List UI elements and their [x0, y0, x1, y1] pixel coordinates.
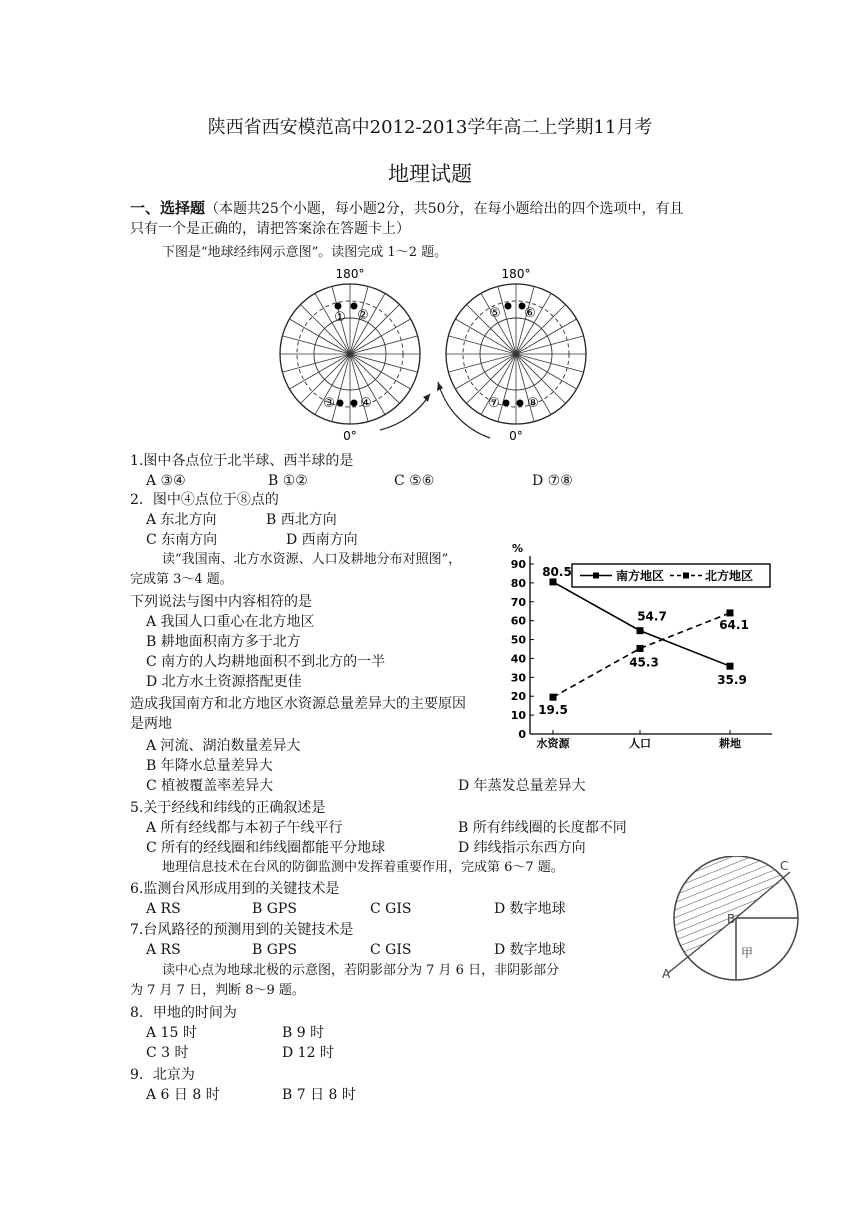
q5-option-a: A 所有经线都与本初子午线平行	[146, 820, 343, 836]
question-3: 下列说法与图中内容相符的是	[130, 594, 312, 610]
question-6: 6.监测台风形成用到的关键技术是	[130, 881, 340, 897]
polar-day-diagram	[640, 856, 810, 984]
data-label-north: 45.3	[629, 655, 659, 670]
point-5	[505, 303, 512, 310]
q3-option-b: B 耕地面积南方多于北方	[146, 634, 301, 650]
y-tick-label: 50	[510, 633, 526, 647]
q4-option-b: B 年降水总量差异大	[146, 758, 273, 774]
label-point-6: ⑥	[524, 306, 536, 321]
question-4-line2: 是两地	[130, 716, 172, 732]
intro-q1-2: 下图是“地球经纬网示意图”。读图完成 1～2 题。	[162, 245, 448, 260]
q6-option-c: C GIS	[370, 901, 412, 917]
data-point-south	[727, 663, 734, 670]
question-7: 7.台风路径的预测用到的关键技术是	[130, 922, 354, 938]
label-c: C	[780, 859, 789, 873]
x-tick-label: 人口	[629, 737, 651, 750]
data-point-north	[637, 645, 644, 652]
y-tick-label: 70	[510, 595, 526, 609]
point-7	[503, 400, 510, 407]
question-1: 1.图中各点位于北半球、西半球的是	[130, 453, 354, 469]
label-point-5: ⑤	[489, 306, 501, 321]
intro-q3-4-line2: 完成第 3～4 题。	[130, 572, 233, 587]
q9-option-a: A 6 日 8 时	[146, 1087, 220, 1103]
label-jia: 甲	[741, 946, 754, 960]
q6-option-b: B GPS	[252, 901, 297, 917]
legend-marker-north	[683, 573, 689, 579]
q6-option-d: D 数字地球	[494, 901, 566, 917]
section-title: 一、选择题	[130, 199, 206, 217]
y-tick-label: 20	[510, 690, 526, 704]
y-tick-label: 40	[510, 652, 526, 666]
shaded-region	[640, 856, 790, 973]
point-8	[517, 400, 524, 407]
label-point-7: ⑦	[488, 396, 500, 411]
q1-option-d: D ⑦⑧	[532, 473, 573, 489]
q1-option-a: A ③④	[146, 473, 186, 489]
label-point-4: ④	[360, 396, 372, 411]
section-note-line2: 只有一个是正确的，请把答案涂在答题卡上）	[130, 221, 410, 237]
data-point-north	[727, 609, 734, 616]
data-label-north: 64.1	[719, 617, 749, 632]
q3-option-a: A 我国人口重心在北方地区	[146, 614, 315, 630]
q7-option-b: B GPS	[252, 942, 297, 958]
x-tick-label: 耕地	[719, 737, 741, 750]
question-5: 5.关于经线和纬线的正确叙述是	[130, 800, 326, 816]
q7-option-a: A RS	[146, 942, 181, 958]
q2-option-d: D 西南方向	[286, 532, 358, 548]
resource-distribution-chart	[500, 538, 780, 752]
q4-option-c: C 植被覆盖率差异大	[146, 778, 274, 794]
question-8: 8．甲地的时间为	[130, 1005, 237, 1021]
legend-label-south: 南方地区	[616, 569, 665, 583]
label-b: B	[727, 912, 736, 926]
q2-option-a: A 东北方向	[146, 512, 217, 528]
point-3	[337, 400, 344, 407]
q5-option-c: C 所有的经线圈和纬线圈都能平分地球	[146, 840, 386, 856]
question-2: 2．图中④点位于⑧点的	[130, 492, 279, 508]
label-180-right: 180°	[501, 267, 531, 281]
q4-option-d: D 年蒸发总量差异大	[458, 778, 586, 794]
x-tick-label: 水资源	[536, 737, 570, 750]
exam-subtitle: 地理试题	[388, 162, 472, 186]
label-point-8: ⑧	[527, 396, 539, 411]
question-4-line1: 造成我国南方和北方地区水资源总量差异大的主要原因	[130, 696, 466, 712]
question-9: 9．北京为	[130, 1067, 195, 1083]
q2-option-c: C 东南方向	[146, 532, 218, 548]
label-a: A	[662, 967, 671, 981]
y-tick-label: 60	[510, 614, 526, 628]
y-tick-label: 30	[510, 671, 526, 685]
data-label-south: 54.7	[637, 609, 667, 624]
q8-option-b: B 9 时	[282, 1025, 325, 1041]
exam-title: 陕西省西安模范高中2012-2013学年高二上学期11月考	[207, 117, 653, 138]
q2-option-b: B 西北方向	[266, 512, 337, 528]
intro-q8-9-line2: 为 7 月 7 日，判断 8～9 题。	[130, 983, 305, 998]
label-180-left: 180°	[335, 267, 365, 281]
y-tick-label: 0	[518, 728, 526, 741]
label-point-1: ①	[334, 310, 346, 325]
q8-option-c: C 3 时	[146, 1045, 189, 1061]
label-0-left: 0°	[343, 429, 357, 443]
data-label-south: 35.9	[717, 673, 747, 688]
section-note-line1: （本题共25个小题，每小题2分，共50分，在每小题给出的四个选项中，有且	[205, 201, 684, 217]
globe-left	[280, 284, 420, 424]
y-tick-label: 80	[510, 576, 526, 590]
label-point-3: ③	[323, 396, 335, 411]
intro-q8-9-line1: 读中心点为地球北极的示意图，若阴影部分为 7 月 6 日，非阴影部分	[162, 963, 560, 978]
intro-q3-4-line1: 读“我国南、北方水资源、人口及耕地分布对照图”，	[162, 552, 462, 567]
point-1	[335, 303, 342, 310]
q5-option-b: B 所有纬线圈的长度都不同	[458, 820, 627, 836]
data-label-south: 80.5	[542, 564, 572, 579]
q6-option-a: A RS	[146, 901, 181, 917]
q3-option-c: C 南方的人均耕地面积不到北方的一半	[146, 654, 386, 670]
series-line-south	[553, 582, 730, 666]
q4-option-a: A 河流、湖泊数量差异大	[146, 738, 301, 754]
data-point-south	[550, 578, 557, 585]
q5-option-d: D 纬线指示东西方向	[458, 840, 586, 856]
globe-right	[446, 284, 586, 424]
y-tick-label: 10	[510, 709, 526, 723]
point-4	[351, 400, 358, 407]
data-point-south	[637, 627, 644, 634]
q8-option-a: A 15 时	[146, 1025, 197, 1041]
legend-label-north: 北方地区	[705, 569, 754, 583]
label-point-2: ②	[357, 308, 369, 323]
rotation-arrow-right	[438, 382, 490, 438]
y-axis-unit: %	[512, 542, 524, 555]
intro-q6-7: 地理信息技术在台风的防御监测中发挥着重要作用，完成第 6～7 题。	[162, 860, 564, 875]
q7-option-d: D 数字地球	[494, 942, 566, 958]
y-tick-label: 90	[510, 558, 526, 571]
data-point-north	[550, 694, 557, 701]
q9-option-b: B 7 日 8 时	[282, 1087, 356, 1103]
q8-option-d: D 12 时	[282, 1045, 334, 1061]
q1-option-c: C ⑤⑥	[394, 473, 435, 489]
q1-option-b: B ①②	[268, 473, 308, 489]
data-label-north: 19.5	[538, 703, 568, 718]
q7-option-c: C GIS	[370, 942, 412, 958]
section-heading	[130, 198, 684, 219]
graticule-diagram	[270, 262, 590, 447]
legend-marker-south	[593, 573, 599, 579]
rotation-arrow-left	[380, 394, 430, 430]
q3-option-d: D 北方水土资源搭配更佳	[146, 674, 302, 690]
label-0-right: 0°	[509, 429, 523, 443]
